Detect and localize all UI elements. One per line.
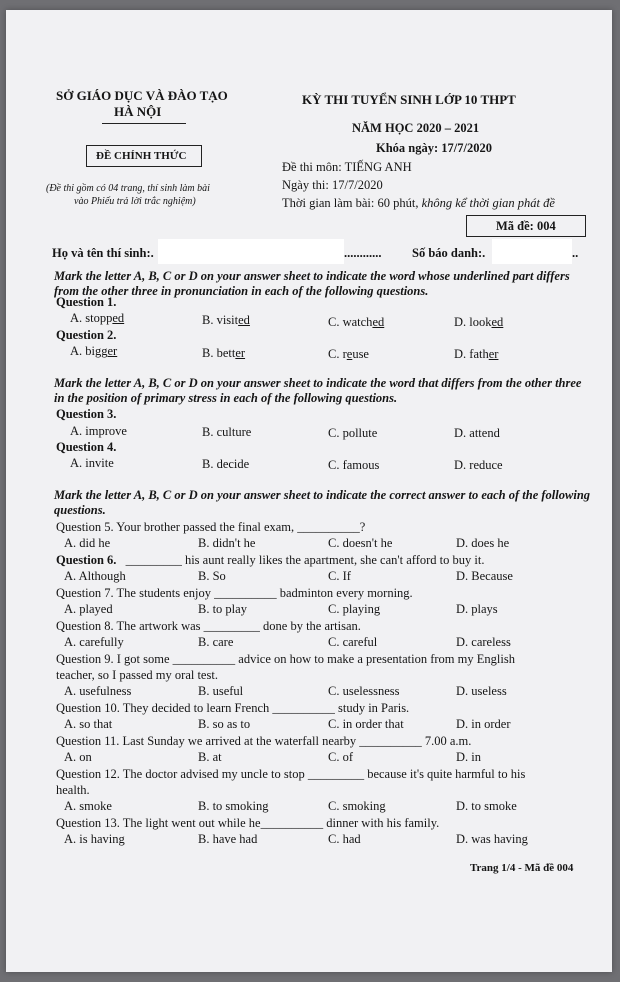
exam-title: KỲ THI TUYỂN SINH LỚP 10 THPT — [302, 92, 516, 107]
q5-option-a: A. did he — [64, 536, 111, 550]
q10-option-c: C. in order that — [328, 717, 404, 731]
question-2-label: Question 2. — [56, 328, 117, 342]
q6-option-a: A. Although — [64, 569, 126, 583]
q9-option-a: A. usefulness — [64, 684, 132, 698]
q1-option-a: A. stopped — [70, 311, 125, 325]
sbd-dots: .. — [572, 246, 579, 260]
exam-paper — [6, 10, 612, 972]
school-year: NĂM HỌC 2020 – 2021 — [352, 121, 480, 135]
department-name: SỞ GIÁO DỤC VÀ ĐÀO TẠO — [56, 88, 228, 103]
question-8-stem: Question 8. The artwork was _________ done by the artisan. — [56, 619, 361, 633]
question-9-stem-2: teacher, so I passed my oral test. — [56, 668, 218, 682]
name-label: Họ và tên thí sinh:. — [52, 246, 154, 260]
question-12-stem: Question 12. The doctor advised my uncle to stop _________ because it's quite harmful to his — [56, 767, 526, 781]
question-12-stem-2: health. — [56, 783, 90, 797]
pages-note-2: vào Phiếu trả lời trắc nghiệm) — [74, 196, 196, 207]
q10-option-d: D. in order — [456, 717, 511, 731]
q1-option-c: C. watched — [328, 315, 385, 329]
name-redaction — [158, 239, 344, 264]
q4-option-a: A. invite — [70, 456, 114, 470]
question-10-stem: Question 10. They decided to learn French __________ study in Paris. — [56, 701, 410, 715]
question-11-stem: Question 11. Last Sunday we arrived at the waterfall nearby __________ 7.00 a.m. — [56, 734, 472, 748]
q10-option-a: A. so that — [64, 717, 113, 731]
q13-option-d: D. was having — [456, 832, 528, 846]
subject: Đề thi môn: TIẾNG ANH — [282, 160, 412, 174]
question-9-stem: Question 9. I got some __________ advice on how to make a presentation from my English — [56, 652, 515, 666]
q2-option-a: A. bigger — [70, 344, 118, 358]
q2-option-d: D. father — [454, 347, 499, 361]
q8-option-a: A. carefully — [64, 635, 124, 649]
q11-option-b: B. at — [198, 750, 222, 764]
q10-option-b: B. so as to — [198, 717, 251, 731]
q1-option-b: B. visited — [202, 313, 250, 327]
q9-option-d: D. useless — [456, 684, 507, 698]
question-7-stem: Question 7. The students enjoy __________ badminton every morning. — [56, 586, 413, 600]
q2-option-b: B. better — [202, 346, 246, 360]
instruction-pronunciation: Mark the letter A, B, C or D on your answer sheet to indicate the word whose underlined part differs from the other three in pronunciation in each of the following questions. — [54, 269, 570, 298]
instruction-correct: Mark the letter A, B, C or D on your answer sheet to indicate the correct answer to each of the following questions. — [54, 488, 591, 517]
q7-option-d: D. plays — [456, 602, 498, 616]
q3-option-c: C. pollute — [328, 426, 378, 440]
q1-option-d: D. looked — [454, 315, 504, 329]
q5-option-c: C. doesn't he — [328, 536, 393, 550]
q8-option-d: D. careless — [456, 635, 511, 649]
q9-option-b: B. useful — [198, 684, 244, 698]
test-date: Ngày thi: 17/7/2020 — [282, 178, 383, 192]
city-name: HÀ NỘI — [114, 104, 162, 119]
q13-option-a: A. is having — [64, 832, 125, 846]
pages-note: (Đề thi gồm có 04 trang, thí sinh làm bài — [46, 183, 210, 194]
sbd-label: Số báo danh:. — [412, 246, 486, 260]
q13-option-b: B. have had — [198, 832, 258, 846]
exam-code: Mã đề: 004 — [496, 219, 556, 233]
q3-option-b: B. culture — [202, 425, 252, 439]
q3-option-a: A. improve — [70, 424, 127, 438]
q9-option-c: C. uselessness — [328, 684, 400, 698]
exam-date-line: Khóa ngày: 17/7/2020 — [376, 141, 492, 155]
duration: Thời gian làm bài: 60 phút, không kể thời gian phát đề — [282, 196, 555, 210]
instruction-stress: Mark the letter A, B, C or D on your answer sheet to indicate the word that differs from the other three in the position of primary stress in each of the following questions. — [54, 376, 582, 405]
q12-option-c: C. smoking — [328, 799, 386, 813]
q8-option-c: C. careful — [328, 635, 378, 649]
q4-option-b: B. decide — [202, 457, 250, 471]
question-3-label: Question 3. — [56, 407, 117, 421]
q11-option-c: C. of — [328, 750, 353, 764]
q13-option-c: C. had — [328, 832, 361, 846]
q11-option-a: A. on — [64, 750, 92, 764]
question-1-label: Question 1. — [56, 295, 117, 309]
q3-option-d: D. attend — [454, 426, 500, 440]
official-label: ĐỀ CHÍNH THỨC — [96, 150, 187, 162]
page-footer: Trang 1/4 - Mã đề 004 — [470, 862, 574, 874]
q6-option-d: D. Because — [456, 569, 513, 583]
question-5-stem: Question 5. Your brother passed the final exam, __________? — [56, 520, 366, 534]
question-13-stem: Question 13. The light went out while he__________ dinner with his family. — [56, 816, 440, 830]
q6-option-b: B. So — [198, 569, 226, 583]
q7-option-c: C. playing — [328, 602, 381, 616]
q7-option-a: A. played — [64, 602, 113, 616]
q5-option-b: B. didn't he — [198, 536, 256, 550]
q12-option-b: B. to smoking — [198, 799, 269, 813]
name-dots: ............ — [344, 246, 382, 260]
question-6-stem: Question 6. _________ his aunt really likes the apartment, she can't afford to buy it. — [56, 553, 485, 567]
q2-option-c: C. reuse — [328, 347, 369, 361]
q6-option-c: C. If — [328, 569, 351, 583]
q12-option-d: D. to smoke — [456, 799, 517, 813]
q8-option-b: B. care — [198, 635, 234, 649]
divider — [102, 123, 186, 124]
q7-option-b: B. to play — [198, 602, 247, 616]
q12-option-a: A. smoke — [64, 799, 112, 813]
q4-option-c: C. famous — [328, 458, 380, 472]
sbd-redaction — [492, 239, 572, 264]
question-4-label: Question 4. — [56, 440, 117, 454]
q5-option-d: D. does he — [456, 536, 510, 550]
q4-option-d: D. reduce — [454, 458, 503, 472]
q11-option-d: D. in — [456, 750, 481, 764]
